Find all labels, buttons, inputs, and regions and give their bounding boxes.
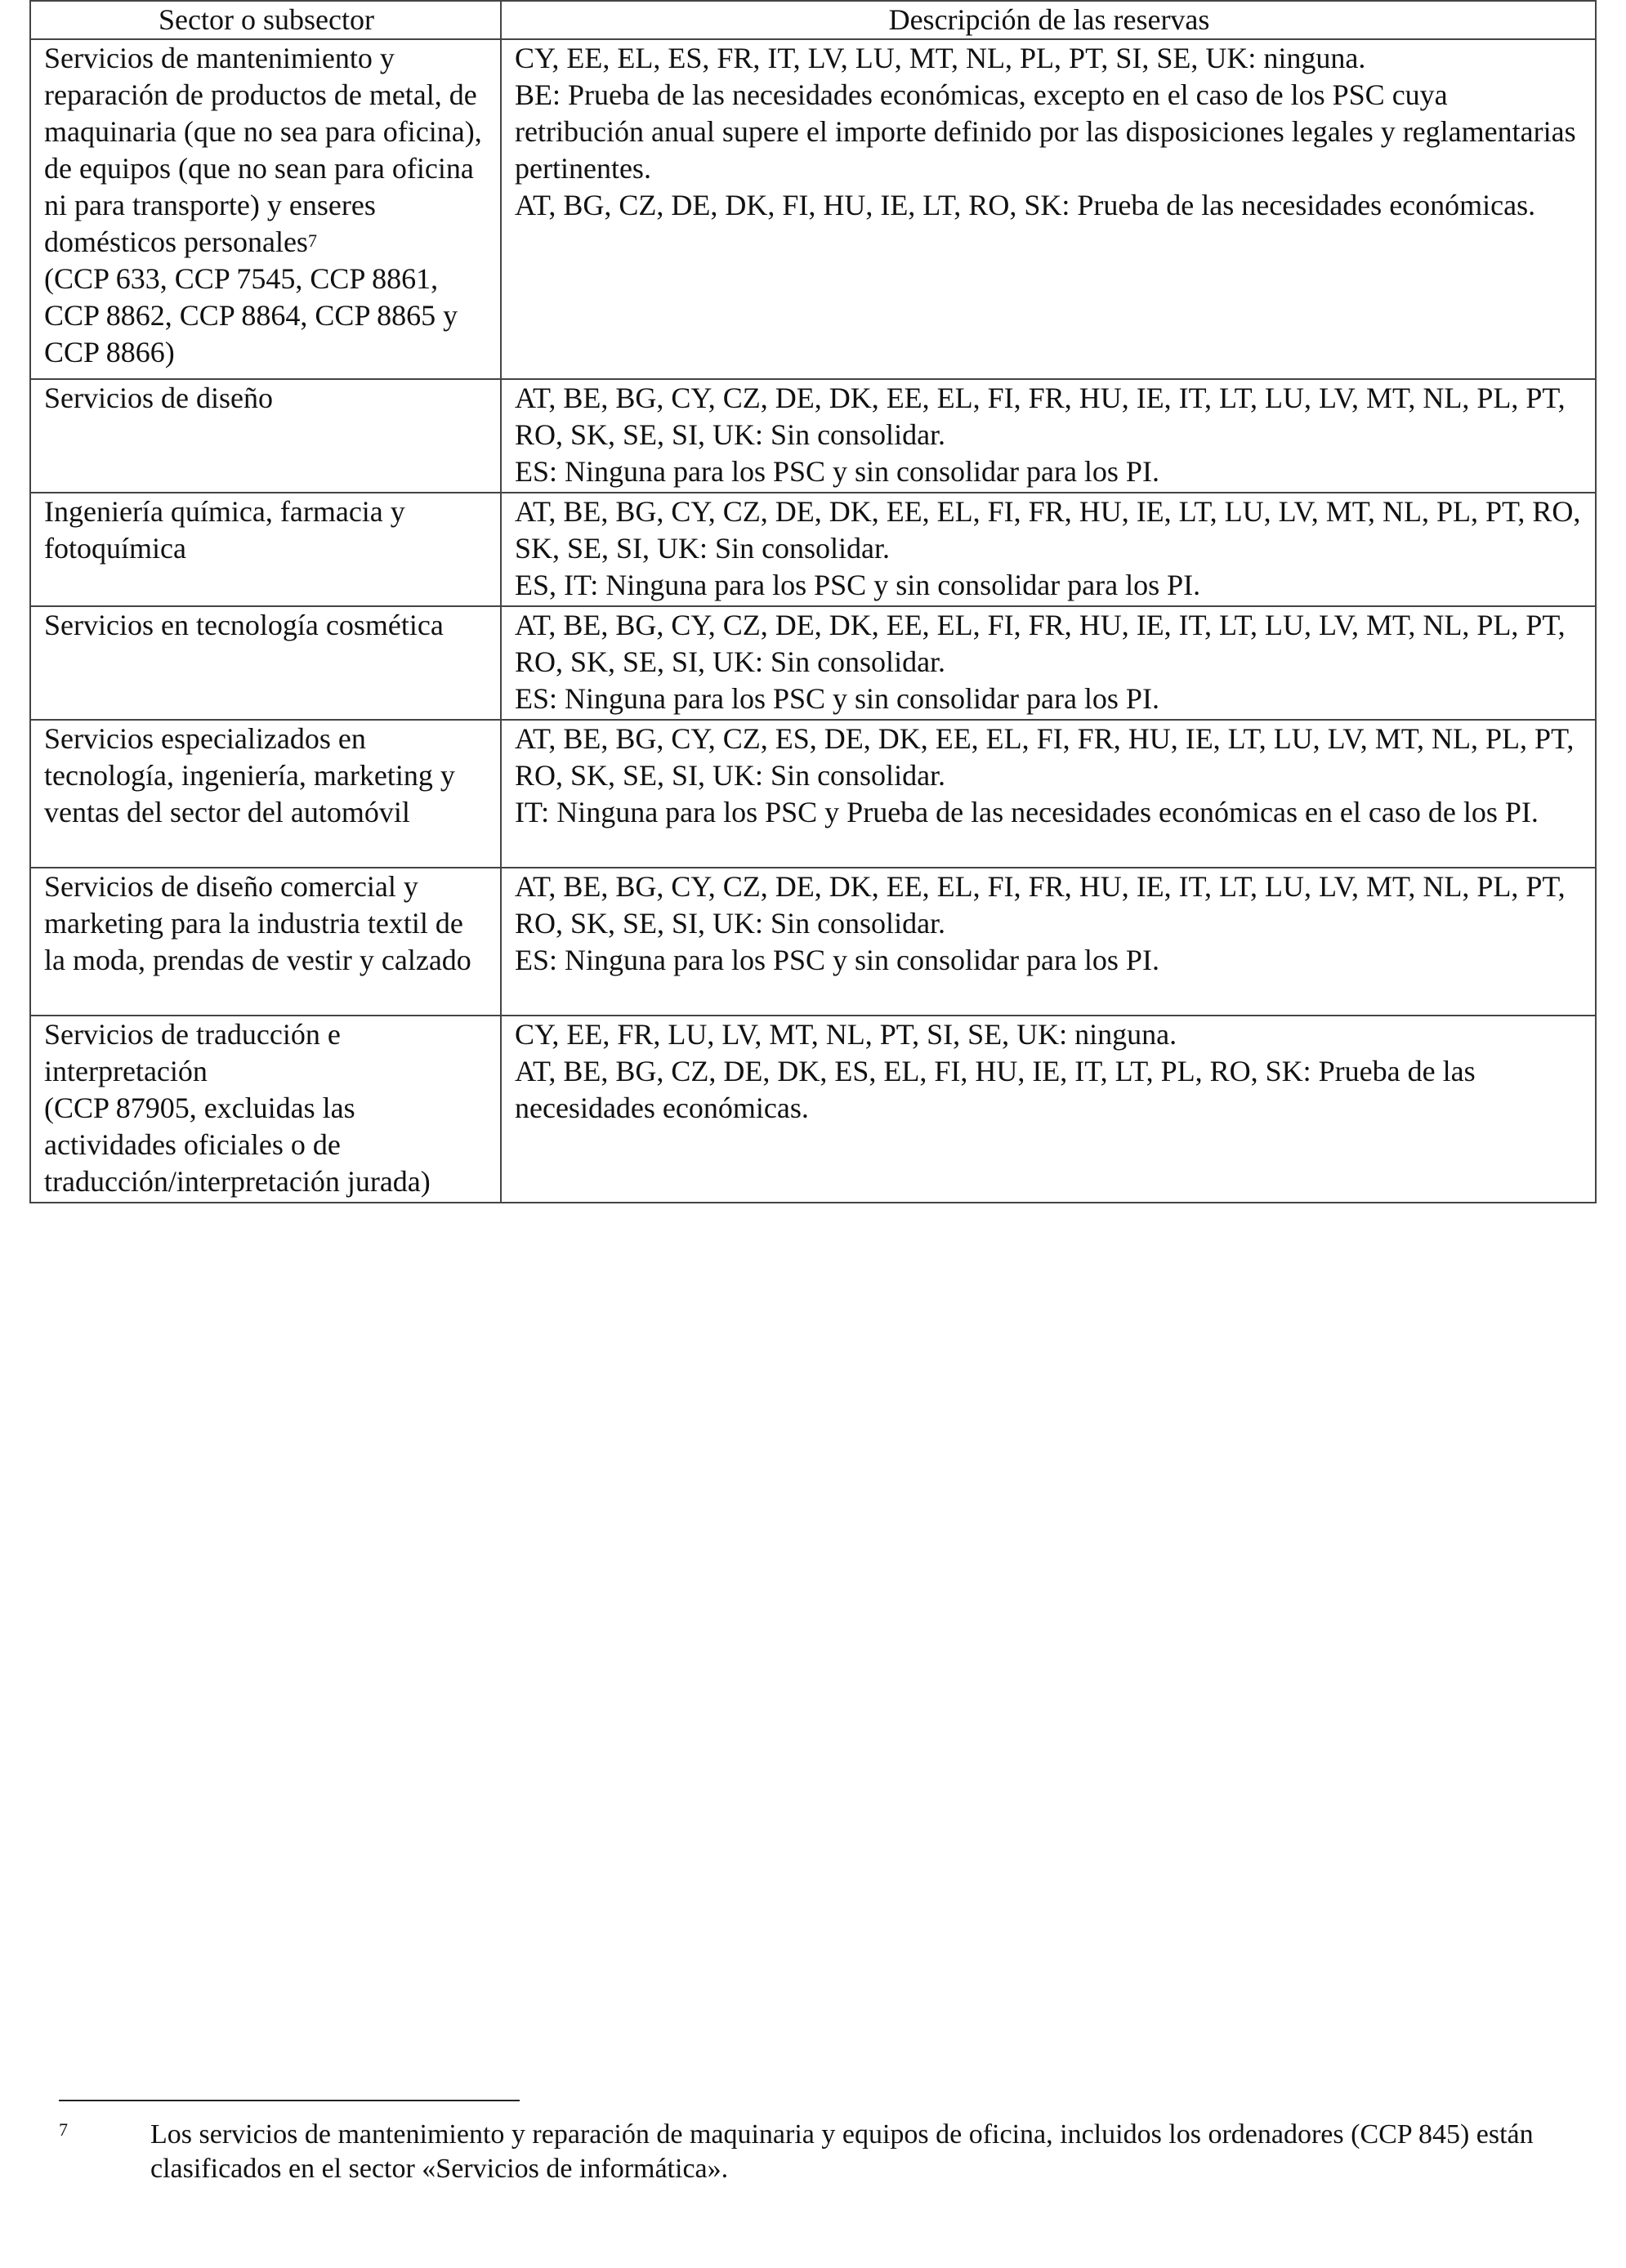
description-line: CY, EE, EL, ES, FR, IT, LV, LU, MT, NL, PL, PT, SI, SE, UK: ninguna. bbox=[515, 42, 1366, 74]
sector-cell bbox=[30, 1016, 501, 1203]
footnote-divider bbox=[59, 2100, 520, 2101]
table-row bbox=[30, 868, 1596, 1016]
table-row bbox=[30, 606, 1596, 720]
header-row bbox=[30, 1, 1596, 39]
footnote-number: 7 bbox=[59, 2119, 68, 2140]
description-cell bbox=[501, 606, 1596, 720]
sector-text: Servicios especializados en tecnología, ingeniería, marketing y ventas del sector del automóvil bbox=[44, 722, 455, 828]
description-cell bbox=[501, 493, 1596, 606]
sector-text: Servicios en tecnología cosmética bbox=[44, 609, 444, 641]
footnote-reference: 7 bbox=[307, 230, 317, 251]
table-header bbox=[30, 1, 1596, 39]
description-line: IT: Ninguna para los PSC y Prueba de las necesidades económicas en el caso de los PI. bbox=[515, 796, 1539, 828]
table-row bbox=[30, 493, 1596, 606]
sector-cell bbox=[30, 39, 501, 379]
sector-text: Ingeniería química, farmacia y fotoquímica bbox=[44, 495, 405, 565]
table-row bbox=[30, 39, 1596, 379]
description-cell bbox=[501, 1016, 1596, 1203]
reservations-table bbox=[29, 0, 1597, 1203]
description-line: BE: Prueba de las necesidades económicas, excepto en el caso de los PSC cuya retribución anual supere el importe definido por las disposiciones legales y reglamentarias pertinentes. bbox=[515, 78, 1576, 185]
footnote-text: Los servicios de mantenimiento y reparación de maquinaria y equipos de oficina, incluidos los ordenadores (CCP 845) están clasificados en el sector «Servicios de informática». bbox=[150, 2119, 1534, 2184]
table-row bbox=[30, 379, 1596, 493]
description-line: AT, BE, BG, CY, CZ, DE, DK, EE, EL, FI, FR, HU, IE, IT, LT, LU, LV, MT, NL, PL, PT, RO, SK, SE, SI, UK: Sin consolidar. bbox=[515, 870, 1566, 940]
description-line: ES, IT: Ninguna para los PSC y sin consolidar para los PI. bbox=[515, 569, 1201, 601]
description-cell bbox=[501, 868, 1596, 1016]
header-sector: Sector o subsector bbox=[30, 1, 501, 39]
table-row bbox=[30, 720, 1596, 868]
description-line: CY, EE, FR, LU, LV, MT, NL, PT, SI, SE, UK: ninguna. bbox=[515, 1018, 1177, 1051]
table-body bbox=[30, 39, 1596, 1203]
sector-cell bbox=[30, 720, 501, 868]
sector-text: Servicios de diseño bbox=[44, 382, 273, 414]
sector-text: Servicios de diseño comercial y marketing para la industria textil de la moda, prendas de vestir y calzado bbox=[44, 870, 471, 976]
sector-cell bbox=[30, 379, 501, 493]
description-line: AT, BE, BG, CY, CZ, DE, DK, EE, EL, FI, FR, HU, IE, LT, LU, LV, MT, NL, PL, PT, RO, SK, SE, SI, UK: Sin consolidar. bbox=[515, 495, 1581, 565]
sector-codes: (CCP 633, CCP 7545, CCP 8861, CCP 8862, CCP 8864, CCP 8865 y CCP 8866) bbox=[44, 262, 458, 368]
sector-cell bbox=[30, 493, 501, 606]
sector-cell bbox=[30, 606, 501, 720]
description-line: AT, BG, CZ, DE, DK, FI, HU, IE, LT, RO, SK: Prueba de las necesidades económicas. bbox=[515, 189, 1536, 221]
description-cell bbox=[501, 720, 1596, 868]
sector-cell bbox=[30, 868, 501, 1016]
description-line: AT, BE, BG, CY, CZ, ES, DE, DK, EE, EL, FI, FR, HU, IE, LT, LU, LV, MT, NL, PL, PT, RO, SK, SE, SI, UK: Sin consolidar. bbox=[515, 722, 1575, 792]
sector-codes: (CCP 87905, excluidas las actividades oficiales o de traducción/interpretación jurada) bbox=[44, 1092, 431, 1198]
table-row bbox=[30, 1016, 1596, 1203]
description-line: ES: Ninguna para los PSC y sin consolidar para los PI. bbox=[515, 455, 1159, 488]
description-line: ES: Ninguna para los PSC y sin consolidar para los PI. bbox=[515, 944, 1159, 976]
description-cell bbox=[501, 39, 1596, 379]
sector-text: Servicios de mantenimiento y reparación de productos de metal, de maquinaria (que no sea para oficina), de equipos (que no sean para oficina ni para transporte) y enseres domésticos personales$^7$ bbox=[44, 42, 482, 258]
description-line: AT, BE, BG, CY, CZ, DE, DK, EE, EL, FI, FR, HU, IE, IT, LT, LU, LV, MT, NL, PL, PT, RO, SK, SE, SI, UK: Sin consolidar. bbox=[515, 609, 1566, 678]
header-description: Descripción de las reservas bbox=[501, 1, 1596, 39]
description-line: AT, BE, BG, CZ, DE, DK, ES, EL, FI, HU, IE, IT, LT, PL, RO, SK: Prueba de las necesidades económicas. bbox=[515, 1055, 1476, 1124]
description-line: ES: Ninguna para los PSC y sin consolidar para los PI. bbox=[515, 682, 1159, 715]
description-line: AT, BE, BG, CY, CZ, DE, DK, EE, EL, FI, FR, HU, IE, IT, LT, LU, LV, MT, NL, PL, PT, RO, SK, SE, SI, UK: Sin consolidar. bbox=[515, 382, 1566, 451]
description-cell bbox=[501, 379, 1596, 493]
sector-text: Servicios de traducción e interpretación bbox=[44, 1018, 341, 1087]
